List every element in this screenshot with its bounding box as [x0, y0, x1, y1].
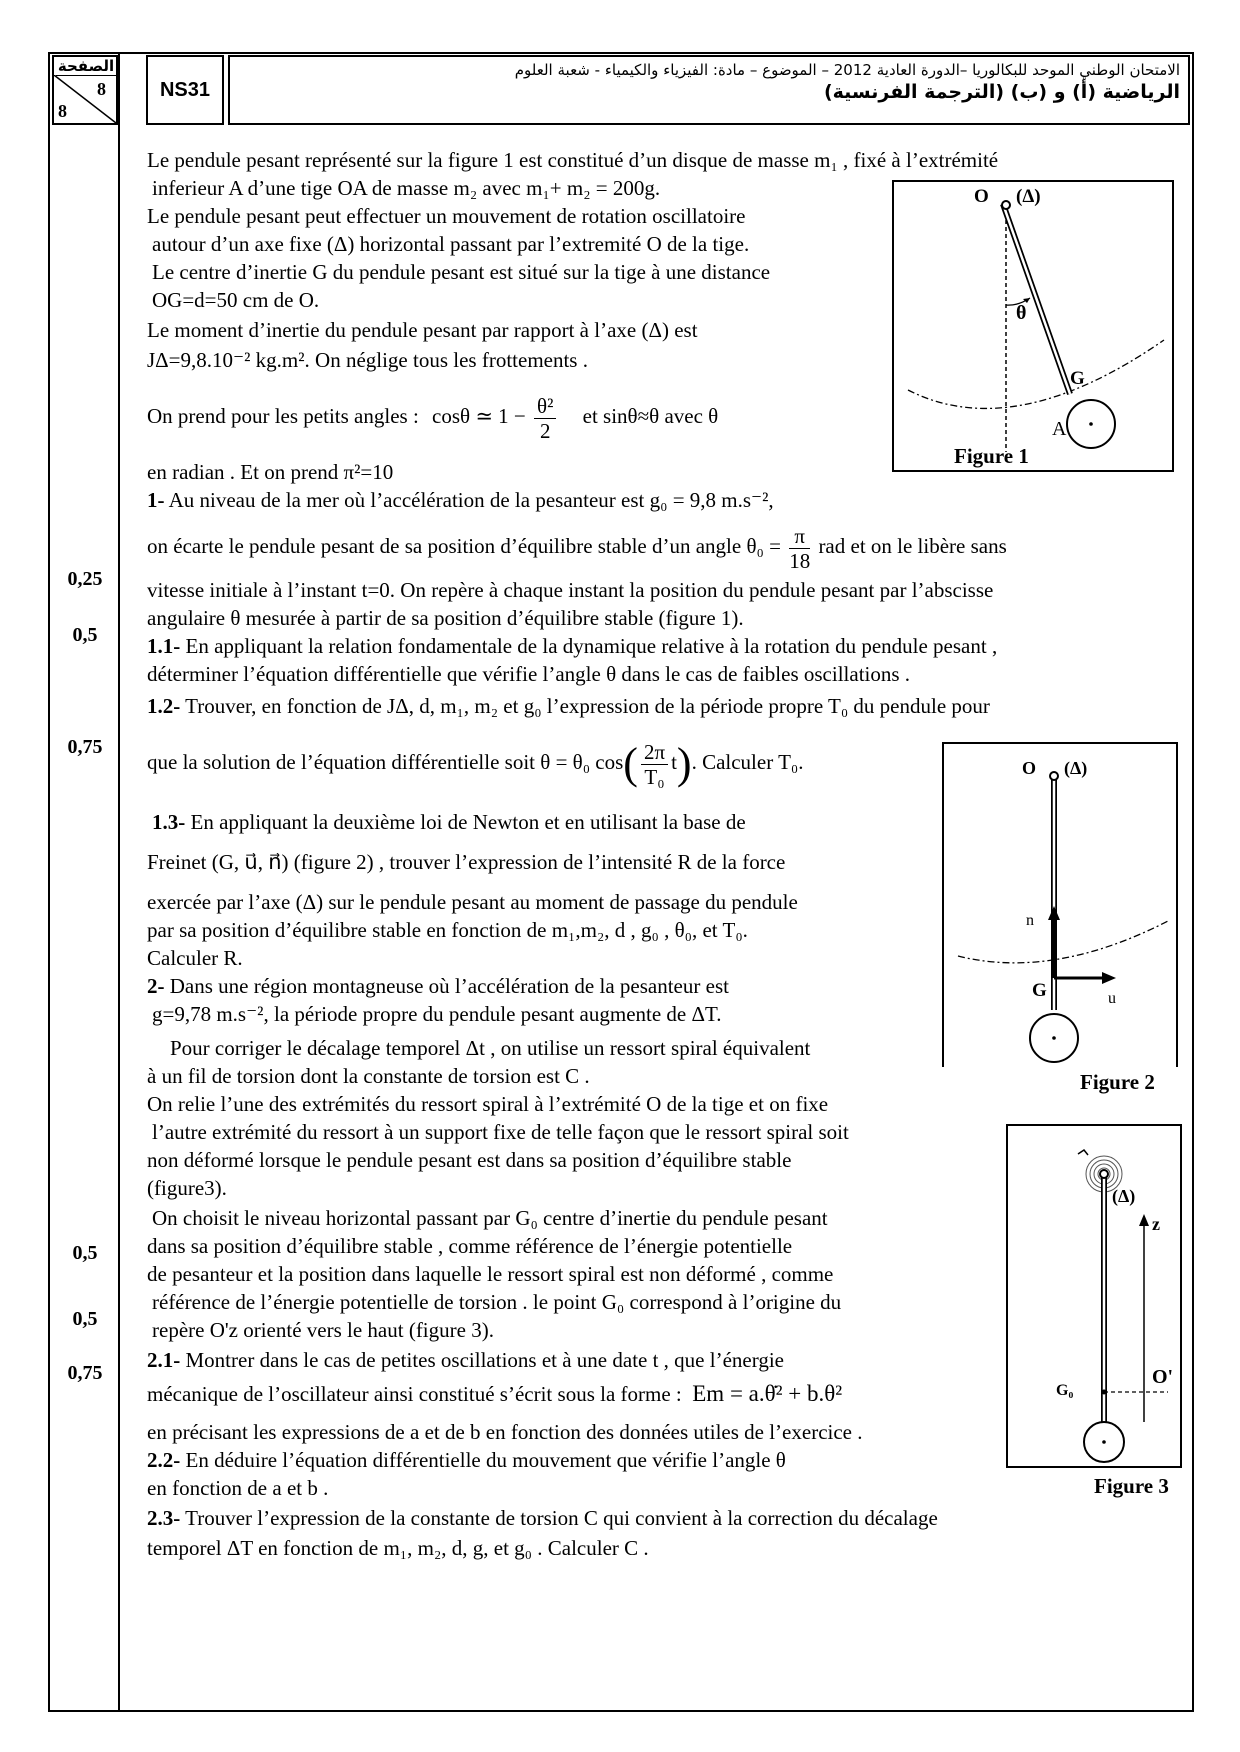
fig2-label-O: O	[1022, 758, 1037, 778]
text-line: Le pendule pesant représenté sur la figure 1 est constitué d’un disque de masse m₁ , fixé à l’extrémité	[147, 148, 999, 172]
score-1-1: 0,25	[67, 568, 103, 590]
text-line: en radian . Et on prend π²=10	[147, 460, 394, 484]
text-line: Freinet (G, u⃗, n⃗) (figure 2) , trouver l’expression de l’intensité R de la force	[147, 850, 786, 874]
figure-1	[892, 180, 1174, 472]
fig1-label-O: O	[974, 186, 989, 207]
question-1-3: 1.3- En appliquant la deuxième loi de Newton et en utilisant la base de	[152, 810, 746, 834]
figure-3	[1006, 1124, 1182, 1468]
question-1-intro: 1- Au niveau de la mer où l’accélération de la pesanteur est g₀ = 9,8 m.s⁻²,	[147, 488, 774, 512]
text-line: temporel ΔT en fonction de m₁, m₂, d, g, et g₀ . Calculer C .	[147, 1536, 649, 1560]
exam-title	[228, 55, 1190, 125]
figure-2-drawing	[944, 744, 1176, 1069]
text-line: autour d’un axe fixe (Δ) horizontal passant par l’extremité O de la tige.	[152, 232, 750, 256]
text-line: g=9,78 m.s⁻², la période propre du pendule pesant augmente de ΔT.	[152, 1002, 722, 1026]
text-line: Le pendule pesant peut effectuer un mouvement de rotation oscillatoire	[147, 204, 746, 228]
text-line: dans sa position d’équilibre stable , comme référence de l’énergie potentielle	[147, 1234, 793, 1258]
text-line: non déformé lorsque le pendule pesant est dans sa position d’équilibre stable	[147, 1148, 792, 1172]
fig1-label-A: A	[1052, 418, 1067, 440]
fig3-label-G0: G₀	[1056, 1382, 1074, 1399]
text-line: Le moment d’inertie du pendule pesant par rapport à l’axe (Δ) est	[147, 318, 698, 342]
question-2: 2- Dans une région montagneuse où l’accélération de la pesanteur est	[147, 974, 729, 998]
text-line: JΔ=9,8.10⁻² kg.m². On néglige tous les frottements .	[147, 348, 588, 372]
score-2-1: 0,5	[72, 1242, 98, 1264]
text-line: On choisit le niveau horizontal passant par G₀ centre d’inertie du pendule pesant	[152, 1206, 828, 1230]
score-column	[48, 52, 120, 1712]
page-number: 8	[97, 79, 106, 99]
text-line: l’autre extrémité du ressort à un support fixe de telle façon que le ressort spiral soit	[152, 1120, 849, 1144]
text-line: en fonction de a et b .	[147, 1476, 329, 1500]
text-line: Pour corriger le décalage temporel Δt , on utilise un ressort spiral équivalent	[170, 1036, 811, 1060]
text-line: Calculer R.	[147, 946, 243, 970]
text-line: de pesanteur et la position dans laquelle le ressort spiral est non déformé , comme	[147, 1262, 834, 1286]
text-line: à un fil de torsion dont la constante de torsion est C .	[147, 1064, 590, 1088]
exam-code: NS31	[146, 55, 224, 125]
text-line: par sa position d’équilibre stable en fonction de m₁,m₂, d , g₀ , θ₀, et T₀.	[147, 918, 748, 942]
figure-1-drawing	[894, 182, 1172, 470]
figure-3-drawing	[1008, 1126, 1180, 1466]
text-line: angulaire θ mesurée à partir de sa position d’équilibre stable (figure 1).	[147, 606, 744, 630]
question-2-3: 2.3- Trouver l’expression de la constante de torsion C qui convient à la correction du décalage	[147, 1506, 938, 1530]
text-line: en précisant les expressions de a et de b en fonction des données utiles de l’exercice .	[147, 1420, 863, 1444]
small-angle-line: On prend pour les petits angles : cosθ ≃ 1 − $\frac{\text{θ²}}{2}$ et sinθ≈θ avec θ	[147, 393, 719, 443]
figure-2	[942, 742, 1178, 1067]
pi-over-18: $\frac{\pi}{18}$	[789, 523, 811, 573]
text-line: inferieur A d’une tige OA de masse m₂ avec m₁+ m₂ = 200g.	[152, 176, 661, 200]
fig2-label-n: n	[1026, 912, 1034, 929]
text-line: (figure3).	[147, 1176, 227, 1200]
title-line-1: الامتحان الوطني الموحد للبكالوريا –الدورة العادية 2012 – الموضوع – مادة: الفيزياء والكيمياء - شعبة العلوم	[514, 61, 1180, 79]
fig3-label-delta: (Δ)	[1112, 1186, 1136, 1206]
question-1-2: 1.2- Trouver, en fonction de JΔ, d, m₁, m₂ et g₀ l’expression de la période propre T₀ du pendule pour	[147, 694, 990, 718]
fig2-caption: Figure 2	[1080, 1070, 1155, 1094]
fig3-caption: Figure 3	[1094, 1474, 1169, 1498]
fig3-label-O-prime: O'	[1152, 1366, 1174, 1388]
text-line: Le centre d’inertie G du pendule pesant est situé sur la tige à une distance	[152, 260, 771, 284]
score-1-3: 0,75	[67, 736, 103, 758]
text-line: exercée par l’axe (Δ) sur le pendule pesant au moment de passage du pendule	[147, 890, 798, 914]
page-label: الصفحة	[57, 57, 115, 75]
fig1-label-theta: θ	[1016, 302, 1027, 324]
page-number-box	[52, 55, 118, 125]
score-2-2: 0,5	[72, 1308, 98, 1330]
fig3-label-z: z	[1152, 1214, 1160, 1234]
question-1-1: 1.1- En appliquant la relation fondamentale de la dynamique relative à la rotation du pendule pesant ,	[147, 634, 998, 658]
text-line: déterminer l’équation différentielle que vérifie l’angle θ dans le cas de faibles oscillations .	[147, 662, 911, 686]
text-line: OG=d=50 cm de O.	[152, 288, 320, 312]
fig1-label-G: G	[1070, 368, 1085, 389]
theta-squared-over-two: $\frac{\text{θ²}}{2}$	[534, 394, 556, 443]
text-line: référence de l’énergie potentielle de torsion . le point G₀ correspond à l’origine du	[152, 1290, 842, 1314]
energy-formula: Em = a.θ̇² + b.θ²	[692, 1381, 843, 1406]
fig1-label-delta: (Δ)	[1016, 186, 1041, 207]
page-total: 8	[58, 101, 67, 121]
text-line: On relie l’une des extrémités du ressort spiral à l’extrémité O de la tige et on fixe	[147, 1092, 829, 1116]
fig2-label-G: G	[1032, 980, 1047, 1001]
solution-line: que la solution de l’équation différentielle soit θ = θ₀ cos( $\frac{2\pi}{\text{T₀}}$ t). Calculer T₀.	[147, 739, 804, 789]
fig1-caption: Figure 1	[954, 444, 1029, 468]
question-2-2: 2.2- En déduire l’équation différentielle du mouvement que vérifie l’angle θ	[147, 1448, 786, 1472]
text-line: repère O'z orienté vers le haut (figure 3).	[152, 1318, 494, 1342]
score-2-3: 0,75	[67, 1362, 103, 1384]
text-line: vitesse initiale à l’instant t=0. On repère à chaque instant la position du pendule pesant par l’abscisse	[147, 578, 994, 602]
energy-line: mécanique de l’oscillateur ainsi constitué s’écrit sous la forme : Em = a.θ̇² + b.θ²	[147, 1381, 843, 1406]
title-line-2: الرياضية (أ) و (ب) (الترجمة الفرنسية)	[823, 81, 1180, 103]
fig2-label-delta: (Δ)	[1064, 758, 1088, 778]
fig2-label-u: u	[1108, 990, 1116, 1007]
theta0-line: on écarte le pendule pesant de sa position d’équilibre stable d’un angle θ₀ = $\frac{\pi}{18}$ rad et on le libère sans	[147, 523, 1007, 573]
score-1-2: 0,5	[72, 624, 98, 646]
two-pi-over-T0: $\frac{2\pi}{\text{T₀}}$	[641, 740, 668, 789]
question-2-1: 2.1- Montrer dans le cas de petites oscillations et à une date t , que l’énergie	[147, 1348, 784, 1372]
